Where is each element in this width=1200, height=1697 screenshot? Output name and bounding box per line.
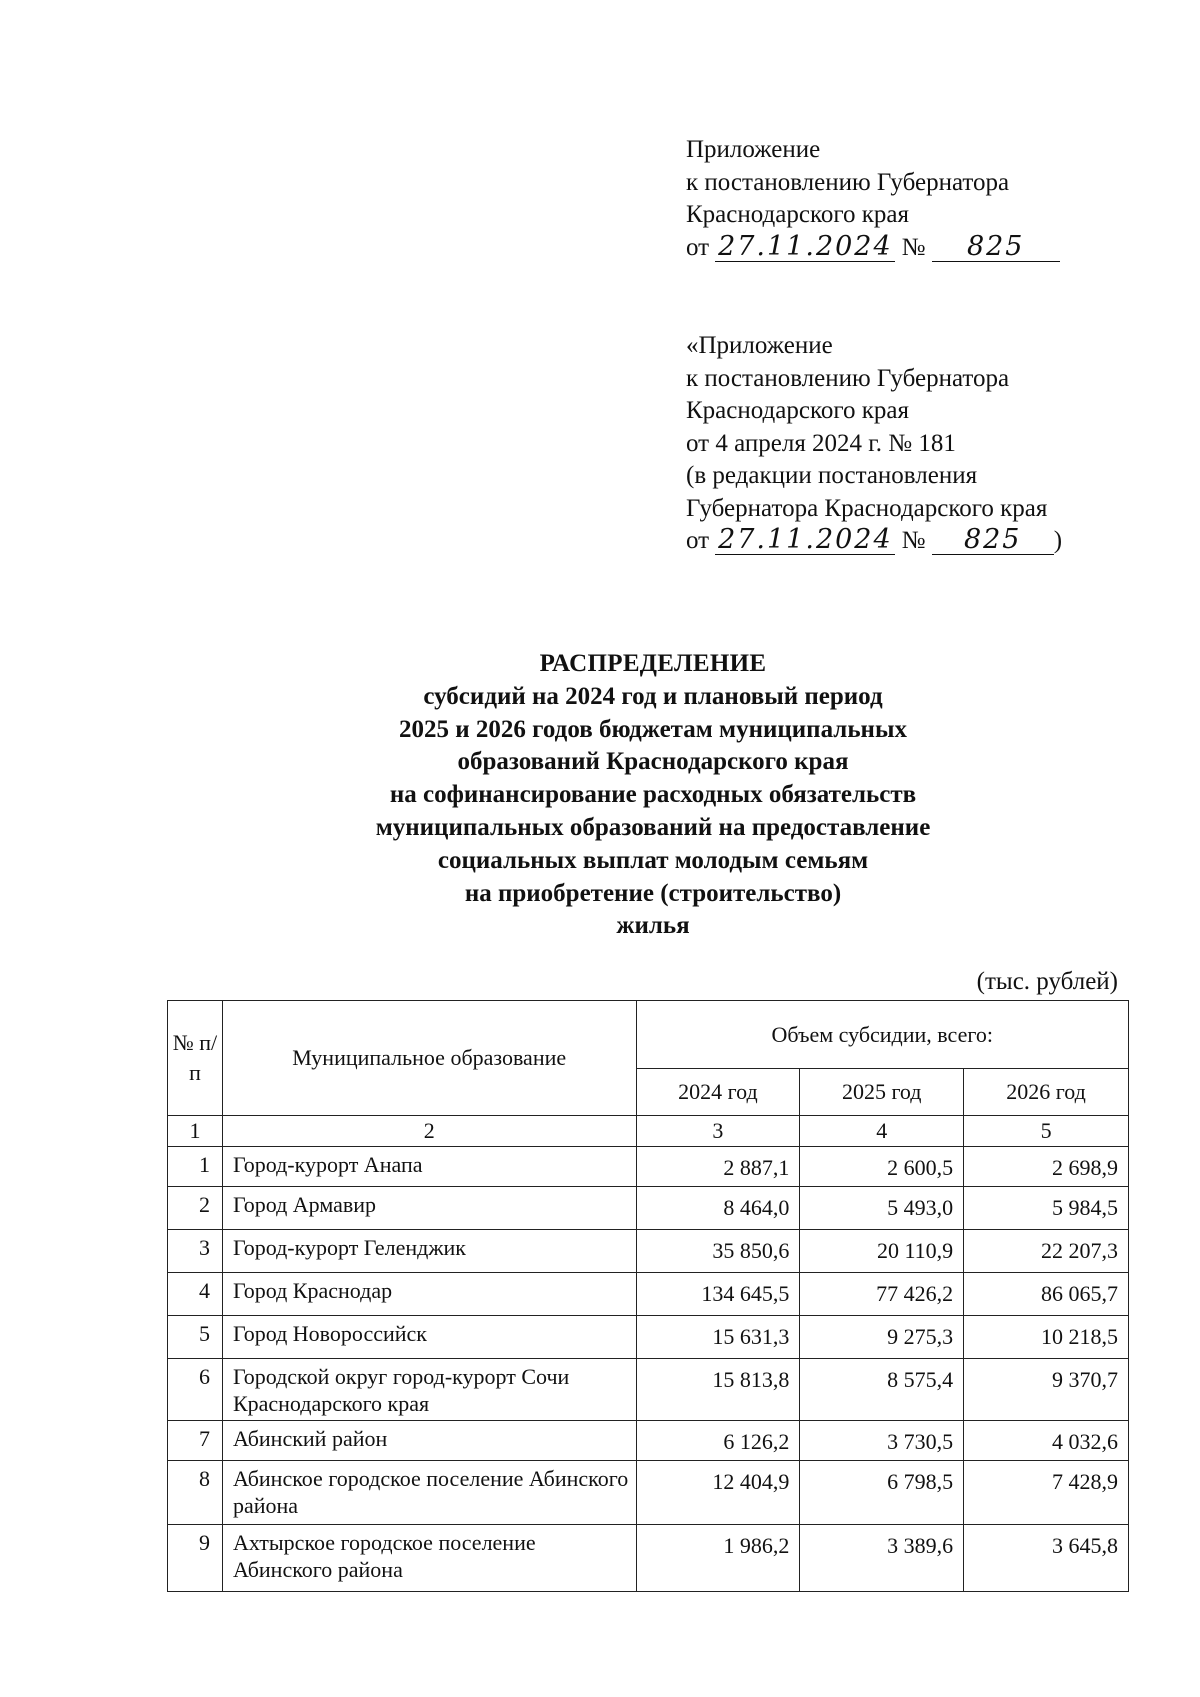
- header-number: № п/п: [168, 1001, 223, 1116]
- row-number: 2: [168, 1187, 223, 1230]
- appendix-quoted-header: [686, 330, 1062, 558]
- table-row: [168, 1525, 1129, 1592]
- header-year-2024: 2024 год: [636, 1069, 800, 1116]
- value-2026: 2 698,9: [964, 1147, 1129, 1187]
- units-label: (тыс. рублей): [976, 968, 1118, 995]
- municipality-name: Абинский район: [222, 1421, 636, 1461]
- value-2024: 12 404,9: [636, 1461, 800, 1525]
- appendix-quoted-line-2: к постановлению Губернатора: [686, 364, 1010, 392]
- header-municipality: Муниципальное образование: [222, 1001, 636, 1116]
- row-number: 4: [168, 1273, 223, 1316]
- subsidy-distribution-table: [167, 1000, 1129, 1592]
- municipality-name: Город-курорт Геленджик: [222, 1230, 636, 1273]
- appendix-date-line: [686, 232, 1060, 265]
- municipality-name: Абинское городское поселение Абинского района: [222, 1461, 636, 1525]
- title-line: 2025 и 2026 годов бюджетам муниципальных: [399, 715, 907, 743]
- table-row: [168, 1147, 1129, 1187]
- table-row: [168, 1421, 1129, 1461]
- appendix-quoted-line-5: (в редакции постановления: [686, 462, 978, 489]
- title-line: на софинансирование расходных обязательств: [389, 781, 917, 809]
- municipality-name: Город Новороссийск: [222, 1316, 636, 1359]
- header-year-2025: 2025 год: [800, 1069, 964, 1116]
- column-number: 2: [222, 1116, 636, 1147]
- header-year-2026: 2026 год: [964, 1069, 1129, 1116]
- column-number: 3: [636, 1116, 800, 1147]
- municipality-name: Город Армавир: [222, 1187, 636, 1230]
- title-line: субсидий на 2024 год и плановый период: [423, 682, 883, 710]
- value-2024: 6 126,2: [636, 1421, 800, 1461]
- value-2024: 35 850,6: [636, 1230, 800, 1273]
- column-number: 5: [964, 1116, 1129, 1147]
- value-2026: 22 207,3: [964, 1230, 1129, 1273]
- appendix-line-2: к постановлению Губернатора: [686, 168, 1010, 196]
- row-number: 5: [168, 1316, 223, 1359]
- column-number: 4: [800, 1116, 964, 1147]
- table-row: [168, 1230, 1129, 1273]
- table-row: [168, 1359, 1129, 1421]
- value-2026: 86 065,7: [964, 1273, 1129, 1316]
- value-2025: 2 600,5: [800, 1147, 964, 1187]
- from-prefix: от: [686, 233, 710, 261]
- value-2026: 3 645,8: [964, 1525, 1129, 1592]
- value-2025: 8 575,4: [800, 1359, 964, 1421]
- from-prefix: от: [686, 527, 710, 554]
- value-2025: 3 730,5: [800, 1421, 964, 1461]
- value-2025: 3 389,6: [800, 1525, 964, 1592]
- value-2024: 8 464,0: [636, 1187, 800, 1230]
- document-title: [200, 648, 1106, 943]
- row-number: 3: [168, 1230, 223, 1273]
- number-prefix: №: [901, 527, 926, 554]
- appendix-quoted-line-3: Краснодарского края: [686, 397, 909, 424]
- appendix-line-3: Краснодарского края: [686, 201, 909, 228]
- municipality-name: Город-курорт Анапа: [222, 1147, 636, 1187]
- table-row: [168, 1187, 1129, 1230]
- appendix-quoted-line-6: Губернатора Краснодарского края: [686, 494, 1048, 522]
- title-main: РАСПРЕДЕЛЕНИЕ: [539, 650, 767, 677]
- header-subsidy-volume: Объем субсидии, всего:: [636, 1001, 1129, 1069]
- handwritten-number: 825: [932, 233, 1060, 262]
- appendix-quoted-date-line: [686, 525, 1062, 558]
- municipality-name: Город Краснодар: [222, 1273, 636, 1316]
- value-2025: 5 493,0: [800, 1187, 964, 1230]
- value-2024: 15 631,3: [636, 1316, 800, 1359]
- handwritten-number: 825: [932, 526, 1054, 555]
- title-line: жилья: [616, 912, 690, 940]
- table-row: [168, 1273, 1129, 1316]
- column-numbers-row: [168, 1116, 1129, 1147]
- closing-paren: ): [1053, 527, 1063, 554]
- title-line: образований Краснодарского края: [457, 748, 849, 776]
- value-2024: 15 813,8: [636, 1359, 800, 1421]
- value-2026: 9 370,7: [964, 1359, 1129, 1421]
- value-2025: 6 798,5: [800, 1461, 964, 1525]
- row-number: 8: [168, 1461, 223, 1525]
- value-2025: 9 275,3: [800, 1316, 964, 1359]
- appendix-quoted-line-1: «Приложение: [686, 332, 833, 359]
- municipality-name: Ахтырское городское поселение Абинского района: [222, 1525, 636, 1592]
- value-2025: 20 110,9: [800, 1230, 964, 1273]
- table-row: [168, 1316, 1129, 1359]
- municipality-name: Городской округ город-курорт Сочи Краснодарского края: [222, 1359, 636, 1421]
- value-2026: 4 032,6: [964, 1421, 1129, 1461]
- value-2026: 10 218,5: [964, 1316, 1129, 1359]
- title-line: социальных выплат молодым семьям: [437, 846, 869, 874]
- title-line: муниципальных образований на предоставление: [375, 813, 931, 841]
- value-2026: 5 984,5: [964, 1187, 1129, 1230]
- value-2024: 134 645,5: [636, 1273, 800, 1316]
- title-line: на приобретение (строительство): [464, 879, 842, 907]
- number-prefix: №: [901, 233, 926, 261]
- value-2025: 77 426,2: [800, 1273, 964, 1316]
- value-2024: 2 887,1: [636, 1147, 800, 1187]
- value-2024: 1 986,2: [636, 1525, 800, 1592]
- row-number: 7: [168, 1421, 223, 1461]
- appendix-quoted-line-4: от 4 апреля 2024 г. № 181: [686, 429, 956, 457]
- appendix-header: [686, 134, 1060, 264]
- appendix-line-1: Приложение: [686, 136, 821, 163]
- value-2026: 7 428,9: [964, 1461, 1129, 1525]
- row-number: 9: [168, 1525, 223, 1592]
- handwritten-date: 27.11.2024: [715, 233, 895, 262]
- table-row: [168, 1461, 1129, 1525]
- row-number: 6: [168, 1359, 223, 1421]
- handwritten-date: 27.11.2024: [715, 526, 895, 555]
- column-number: 1: [168, 1116, 223, 1147]
- row-number: 1: [168, 1147, 223, 1187]
